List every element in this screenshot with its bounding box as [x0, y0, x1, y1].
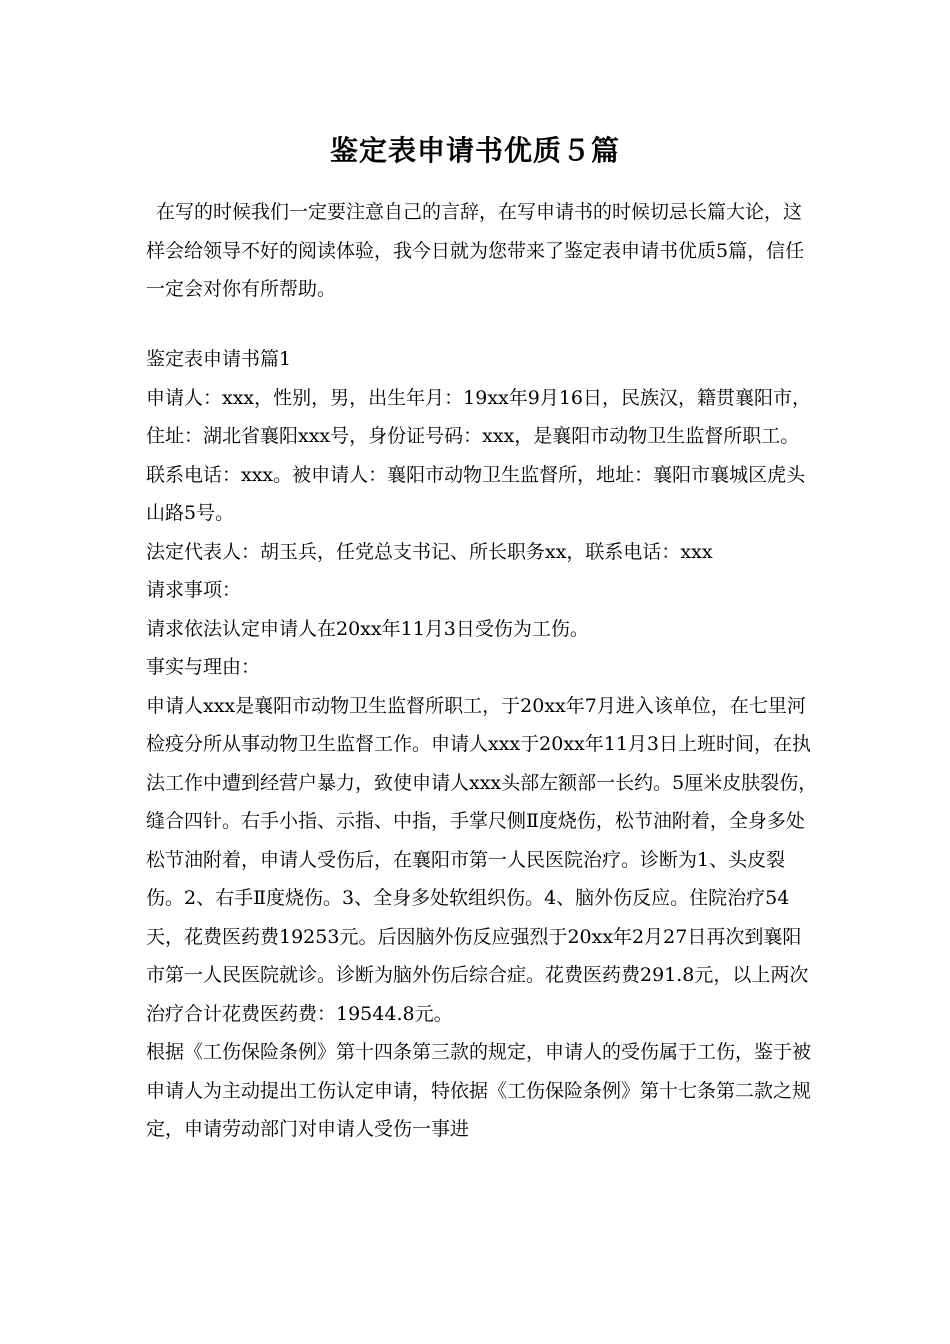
body-paragraph-facts-label: 事实与理由：: [146, 656, 261, 678]
intro-paragraph: 在写的时候我们一定要注意自己的言辞，在写申请书的时候切忌长篇大论，这样会给领导不好的阅读体验，我今日就为您带来了鉴定表申请书优质5篇，信任一定会对你有所帮助。: [146, 201, 805, 300]
body-paragraph-request: 请求依法认定申请人在20xx年11月3日受伤为工伤。: [146, 617, 589, 640]
document-body: [146, 340, 818, 1149]
section-heading: 鉴定表申请书篇1: [146, 348, 292, 370]
body-paragraph-facts: 申请人xxx是襄阳市动物卫生监督所职工，于20xx年7月进入该单位，在七里河检疫分所从事动物卫生监督工作。申请人xxx于20xx年11月3日上班时间，在执法工作中遭到经营户暴力，致使申请人xxx头部左额部一长约。5厘米皮肤裂伤，缝合四针。右手小指、示指、中指，手掌尺侧Ⅱ度烧伤，松节油附着，全身多处松节油附着，申请人受伤后，在襄阳市第一人民医院治疗。诊断为1、头皮裂伤。2、右手Ⅱ度烧伤。3、全身多处软组织伤。4、脑外伤反应。住院治疗54天，花费医药费19253元。后因脑外伤反应强烈于20xx年2月27日再次到襄阳市第一人民医院就诊。诊断为脑外伤后综合症。花费医药费291.8元，以上两次治疗合计花费医药费：19544.8元。: [146, 694, 818, 1025]
document-title: 鉴定表申请书优质５篇: [329, 134, 620, 167]
body-paragraph-legal-rep: 法定代表人：胡玉兵，任党总支书记、所长职务xx，联系电话：xxx: [146, 540, 713, 563]
body-paragraph-basis: 根据《工伤保险条例》第十四条第三款的规定，申请人的受伤属于工伤，鉴于被申请人为主动提出工伤认定申请，特依据《工伤保险条例》第十七条第二款之规定，申请劳动部门对申请人受伤一事进: [146, 1041, 812, 1140]
body-paragraph-applicant: 申请人：xxx，性别，男，出生年月：19xx年9月16日，民族汉，籍贯襄阳市，住址：湖北省襄阳xxx号，身份证号码：xxx，是襄阳市动物卫生监督所职工。联系电话：xxx。被申请人：襄阳市动物卫生监督所，地址：襄阳市襄城区虎头山路5号。: [146, 386, 812, 524]
body-paragraph-request-label: 请求事项：: [146, 579, 242, 601]
